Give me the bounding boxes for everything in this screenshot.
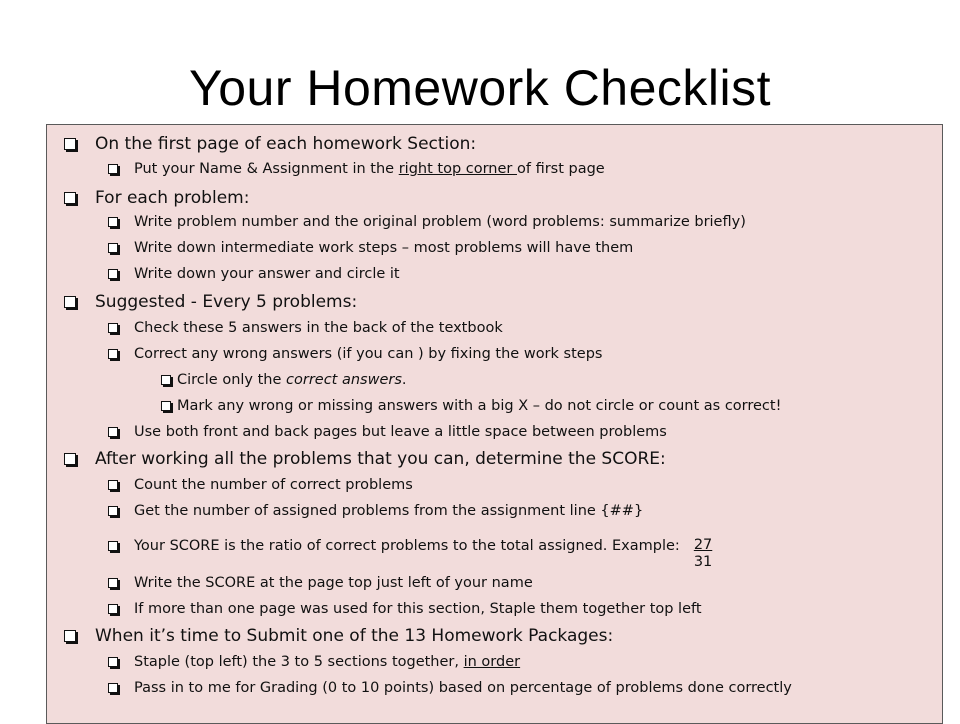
checklist-subitem-assigned[interactable] bbox=[108, 503, 643, 519]
item-label: Correct any wrong answers (if you can ) by fixing the work steps bbox=[134, 346, 603, 362]
checklist-subsubitem-circle[interactable] bbox=[161, 372, 407, 388]
checklist-subitem-staple-sections[interactable] bbox=[108, 654, 520, 670]
checklist-subitem-correct-wrong[interactable] bbox=[108, 346, 602, 362]
checkbox-icon[interactable] bbox=[64, 630, 76, 642]
item-label: Write problem number and the original problem (word problems: summarize briefly) bbox=[134, 214, 746, 230]
checklist-item-every-5[interactable] bbox=[64, 292, 357, 312]
checklist-subitem-pages[interactable] bbox=[108, 424, 667, 440]
checkbox-icon[interactable] bbox=[108, 541, 118, 551]
checkbox-icon[interactable] bbox=[108, 683, 118, 693]
item-label: Check these 5 answers in the back of the textbook bbox=[134, 320, 503, 336]
checkbox-icon[interactable] bbox=[108, 323, 118, 333]
checkbox-icon[interactable] bbox=[108, 349, 118, 359]
checkbox-icon[interactable] bbox=[108, 604, 118, 614]
checklist-item-score[interactable] bbox=[64, 449, 666, 469]
item-label: Your SCORE is the ratio of correct problems to the total assigned. Example: bbox=[134, 538, 680, 554]
item-label: When it’s time to Submit one of the 13 Homework Packages: bbox=[95, 626, 614, 646]
item-label: For each problem: bbox=[95, 188, 250, 208]
checkbox-icon[interactable] bbox=[108, 217, 118, 227]
page-title: Your Homework Checklist bbox=[188, 60, 772, 116]
item-label: On the first page of each homework Section: bbox=[95, 134, 477, 154]
checkbox-icon[interactable] bbox=[108, 657, 118, 667]
checkbox-icon[interactable] bbox=[64, 192, 76, 204]
checklist-subitem-answer[interactable] bbox=[108, 266, 400, 282]
item-label: Pass in to me for Grading (0 to 10 points) based on percentage of problems done correctly bbox=[134, 680, 792, 696]
item-label: Mark any wrong or missing answers with a big X – do not circle or count as correct! bbox=[177, 398, 782, 414]
checkbox-icon[interactable] bbox=[161, 401, 171, 411]
checkbox-icon[interactable] bbox=[108, 427, 118, 437]
checkbox-icon[interactable] bbox=[108, 269, 118, 279]
checkbox-icon[interactable] bbox=[108, 578, 118, 588]
item-label: Staple (top left) the 3 to 5 sections together, in order bbox=[134, 654, 521, 670]
item-label: Suggested - Every 5 problems: bbox=[95, 292, 358, 312]
item-label: Write down intermediate work steps – most problems will have them bbox=[134, 240, 634, 256]
fraction-denominator: 31 bbox=[693, 554, 713, 570]
checkbox-icon[interactable] bbox=[64, 453, 76, 465]
checklist-subitem-name-assignment[interactable] bbox=[108, 161, 605, 177]
checklist-subitem-check-answers[interactable] bbox=[108, 320, 503, 336]
item-label: Use both front and back pages but leave a little space between problems bbox=[134, 424, 667, 440]
item-label: Write down your answer and circle it bbox=[134, 266, 400, 282]
item-label: Count the number of correct problems bbox=[134, 477, 413, 493]
checklist-subitem-count[interactable] bbox=[108, 477, 413, 493]
checklist-subsubitem-mark-x[interactable] bbox=[161, 398, 781, 414]
item-label: Write the SCORE at the page top just left of your name bbox=[134, 575, 533, 591]
checklist-subitem-problem-number[interactable] bbox=[108, 214, 746, 230]
checkbox-icon[interactable] bbox=[108, 480, 118, 490]
item-label: Get the number of assigned problems from the assignment line {##} bbox=[134, 503, 644, 519]
checklist-subitem-grading[interactable] bbox=[108, 680, 792, 696]
checklist-panel bbox=[46, 124, 943, 724]
fraction-numerator: 27 bbox=[693, 537, 713, 553]
checkbox-icon[interactable] bbox=[108, 164, 118, 174]
checkbox-icon[interactable] bbox=[108, 506, 118, 516]
checkbox-icon[interactable] bbox=[161, 375, 171, 385]
item-label: After working all the problems that you can, determine the SCORE: bbox=[95, 449, 666, 469]
checkbox-icon[interactable] bbox=[64, 138, 76, 150]
checklist-item-submit[interactable] bbox=[64, 626, 613, 646]
item-label: Circle only the correct answers. bbox=[177, 372, 407, 388]
checklist-subitem-ratio[interactable] bbox=[108, 529, 713, 570]
item-label: Put your Name & Assignment in the right top corner of first page bbox=[134, 161, 605, 177]
item-label: If more than one page was used for this section, Staple them together top left bbox=[134, 601, 702, 617]
checklist-subitem-write-score[interactable] bbox=[108, 575, 533, 591]
checklist-subitem-staple-pages[interactable] bbox=[108, 601, 702, 617]
checklist-item-each-problem[interactable] bbox=[64, 188, 249, 208]
checklist-item-first-page[interactable] bbox=[64, 134, 476, 154]
checkbox-icon[interactable] bbox=[108, 243, 118, 253]
checklist-subitem-work-steps[interactable] bbox=[108, 240, 633, 256]
checkbox-icon[interactable] bbox=[64, 296, 76, 308]
score-fraction bbox=[694, 537, 712, 571]
